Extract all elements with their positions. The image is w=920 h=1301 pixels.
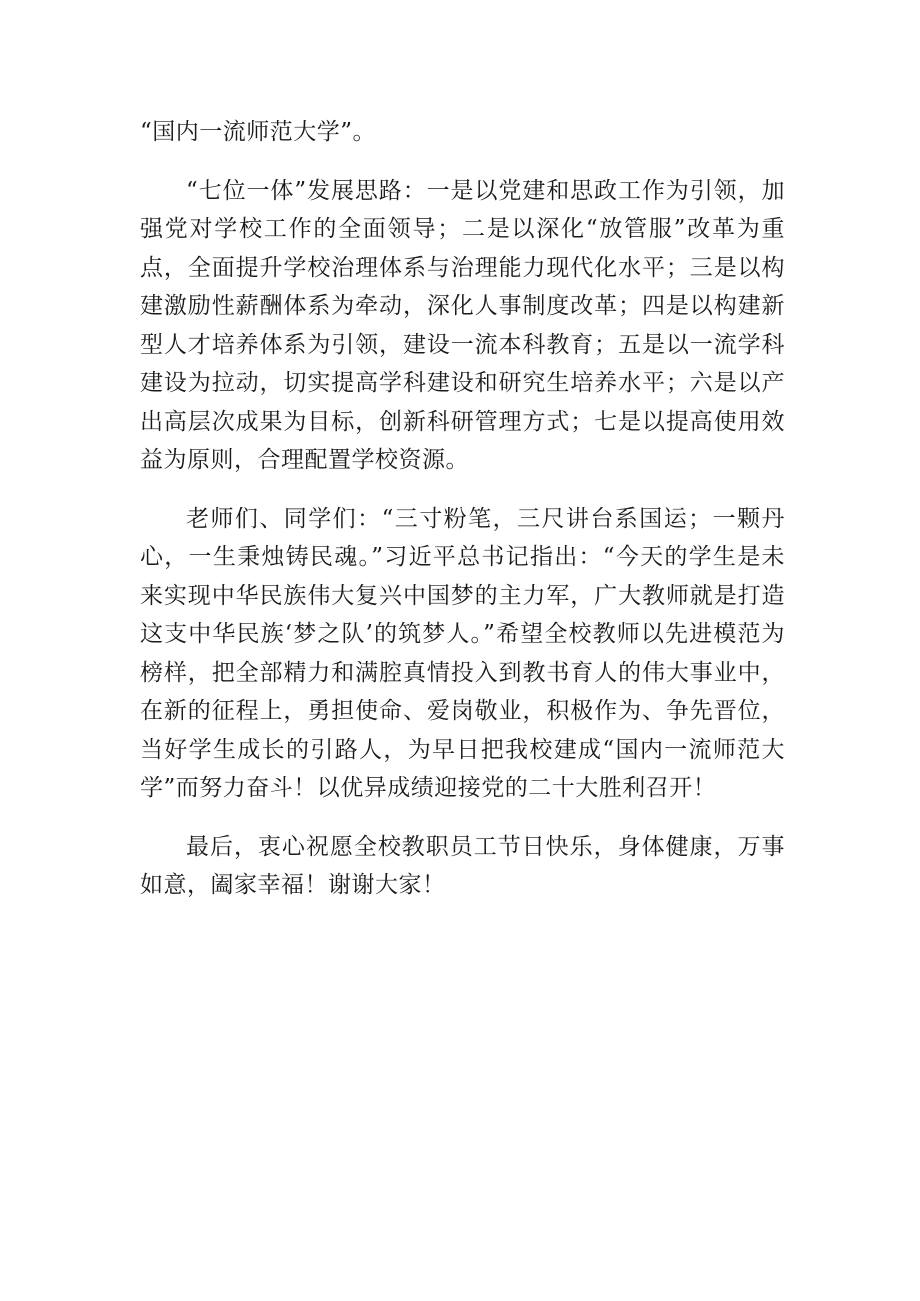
paragraph-closing-wishes: 最后，衷心祝愿全校教职员工节日快乐，身体健康，万事如意，阖家幸福！谢谢大家！ (140, 833, 785, 898)
document-body (140, 113, 785, 905)
paragraph-address-teachers: 老师们、同学们：“三寸粉笔，三尺讲台系国运；一颗丹心，一生秉烛铸民魂。”习近平总书记指出：“今天的学生是未来实现中华民族伟大复兴中国梦的主力军，广大教师就是打造这支中华民族‘梦之队’的筑梦人。”希望全校教师以先进模范为榜样，把全部精力和满腔真情投入到教书育人的伟大事业中，在新的征程上，勇担使命、爱岗敬业，积极作为、争先晋位，当好学生成长的引路人，为早日把我校建成“国内一流师范大学”而努力奋斗！以优异成绩迎接党的二十大胜利召开！ (140, 505, 785, 801)
paragraph-development-ideas: “七位一体”发展思路：一是以党建和思政工作为引领，加强党对学校工作的全面领导；二是以深化“放管服”改革为重点，全面提升学校治理体系与治理能力现代化水平；三是以构建激励性薪酬体系为牵动，深化人事制度改革；四是以构建新型人才培养体系为引领，建设一流本科教育；五是以一流学科建设为拉动，切实提高学科建设和研究生培养水平；六是以产出高层次成果为目标，创新科研管理方式；七是以提高使用效益为原则，合理配置学校资源。 (140, 177, 785, 473)
paragraph-continuation: “国内一流师范大学”。 (140, 119, 377, 145)
